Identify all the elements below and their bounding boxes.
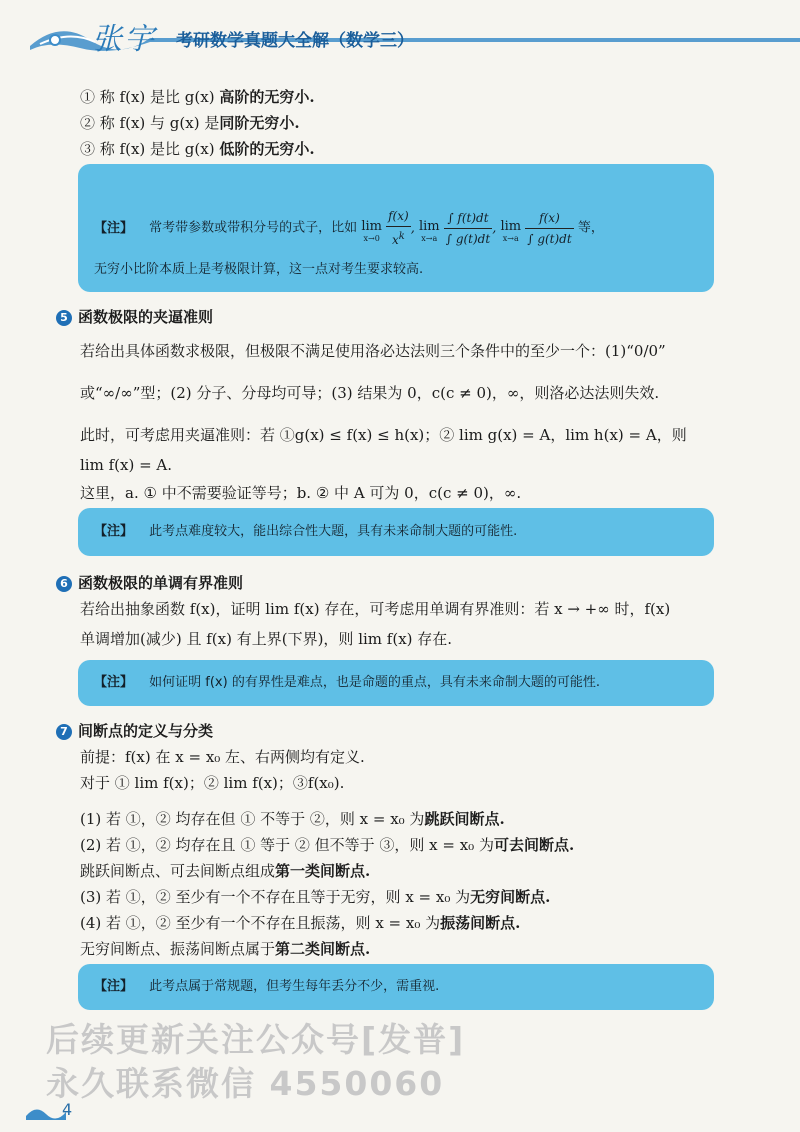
note-text: 此考点属于常规题，但考生每年丢分不少，需重视. [149,979,440,994]
section-5-heading: 5 函数极限的夹逼准则 [56,306,213,327]
note-tag: 【注】 [94,524,134,539]
footer-wave-icon [26,1102,66,1122]
note-box-3 [78,660,714,706]
note-box-1: 【注】 常考带参数或带积分号的式子，比如 lim x→0 $\frac{f(x)}{x^k}$ , lim x→a $\frac{\int f(t)dt}{\int g(t)dt}$ , lim x→a $\frac{f(x)}{\int g(t)dt}$ 等， 无穷小比阶本质上是考极限计算，这一点对考生要求较高. [78,164,714,292]
section-5-paragraph: 这里，a. ① 中不需要验证等号；b. ② 中 A 可为 0，c(c ≠ 0)，∞. [80,484,522,502]
formula-fraction-limits: lim x→0 $\frac{f(x)}{x^k}$ , lim x→a $\frac{\int f(t)dt}{\int g(t)dt}$ , lim x→a $\frac{f(x)}{\int g(t)dt}$ [361,221,578,236]
section-7-item: 无穷间断点、振荡间断点属于第二类间断点. [80,940,371,958]
watermark-line-2: 永久联系微信 4550060 [46,1064,445,1103]
section-7-paragraph: 前提：f(x) 在 x = x₀ 左、右两侧均有定义. [80,748,365,766]
section-7-item: (3) 若 ①，② 至少有一个不存在且等于无穷，则 x = x₀ 为无穷间断点. [80,888,551,906]
book-title: 考研数学真题大全解（数学三） [176,31,414,51]
section-5-paragraph: 若给出具体函数求极限，但极限不满足使用洛必达法则三个条件中的至少一个：(1)“0/0” [80,342,666,360]
section-5-paragraph: 此时，可考虑用夹逼准则：若 ①g(x) ≤ f(x) ≤ h(x)；② lim g(x) = A，lim h(x) = A，则 [80,426,687,444]
top-item-1: ① 称 f(x) 是比 g(x) 高阶的无穷小. [80,88,315,106]
section-7-item: (4) 若 ①，② 至少有一个不存在且振荡，则 x = x₀ 为振荡间断点. [80,914,521,932]
top-item-3: ③ 称 f(x) 是比 g(x) 低阶的无穷小. [80,140,315,158]
note-text: 常考带参数或带积分号的式子，比如 [149,220,358,236]
note-tag: 【注】 [94,675,134,690]
section-6-paragraph: 若给出抽象函数 f(x)，证明 lim f(x) 存在，可考虑用单调有界准则：若 x → +∞ 时，f(x) [80,600,671,618]
logo-signature: 张宇 [92,22,156,57]
section-number-badge: 7 [56,724,72,740]
section-7-paragraph: 对于 ① lim f(x)；② lim f(x)；③f(x₀). [80,774,345,792]
note-tag: 【注】 [94,979,134,994]
page-header [0,0,800,64]
page-number: 4 [62,1100,73,1119]
note-box-2 [78,508,714,556]
section-7-item: 跳跃间断点、可去间断点组成第一类间断点. [80,862,371,880]
note-text: 如何证明 f(x) 的有界性是难点，也是命题的重点，具有未来命制大题的可能性. [149,675,600,690]
note-box-4 [78,964,714,1010]
section-5-paragraph: lim f(x) = A. [80,456,173,474]
note-tag: 【注】 [94,220,134,236]
note-text: 无穷小比阶本质上是考极限计算，这一点对考生要求较高. [94,262,424,277]
section-7-item: (2) 若 ①，② 均存在且 ① 等于 ② 但不等于 ③，则 x = x₀ 为可去间断点. [80,836,575,854]
section-7-heading: 7 间断点的定义与分类 [56,720,213,741]
section-6-heading: 6 函数极限的单调有界准则 [56,572,243,593]
watermark-line-1: 后续更新关注公众号[发普] [46,1020,466,1059]
section-5-paragraph: 或“∞/∞”型；(2) 分子、分母均可导；(3) 结果为 0，c(c ≠ 0)，∞，则洛必达法则失效. [80,384,660,402]
note-text: 此考点难度较大，能出综合性大题，具有未来命制大题的可能性. [149,524,518,539]
section-number-badge: 6 [56,576,72,592]
section-6-paragraph: 单调增加(减少) 且 f(x) 有上界(下界)，则 lim f(x) 存在. [80,630,453,648]
section-7-item: (1) 若 ①，② 均存在但 ① 不等于 ②，则 x = x₀ 为跳跃间断点. [80,810,505,828]
section-number-badge: 5 [56,310,72,326]
top-item-2: ② 称 f(x) 与 g(x) 是同阶无穷小. [80,114,300,132]
